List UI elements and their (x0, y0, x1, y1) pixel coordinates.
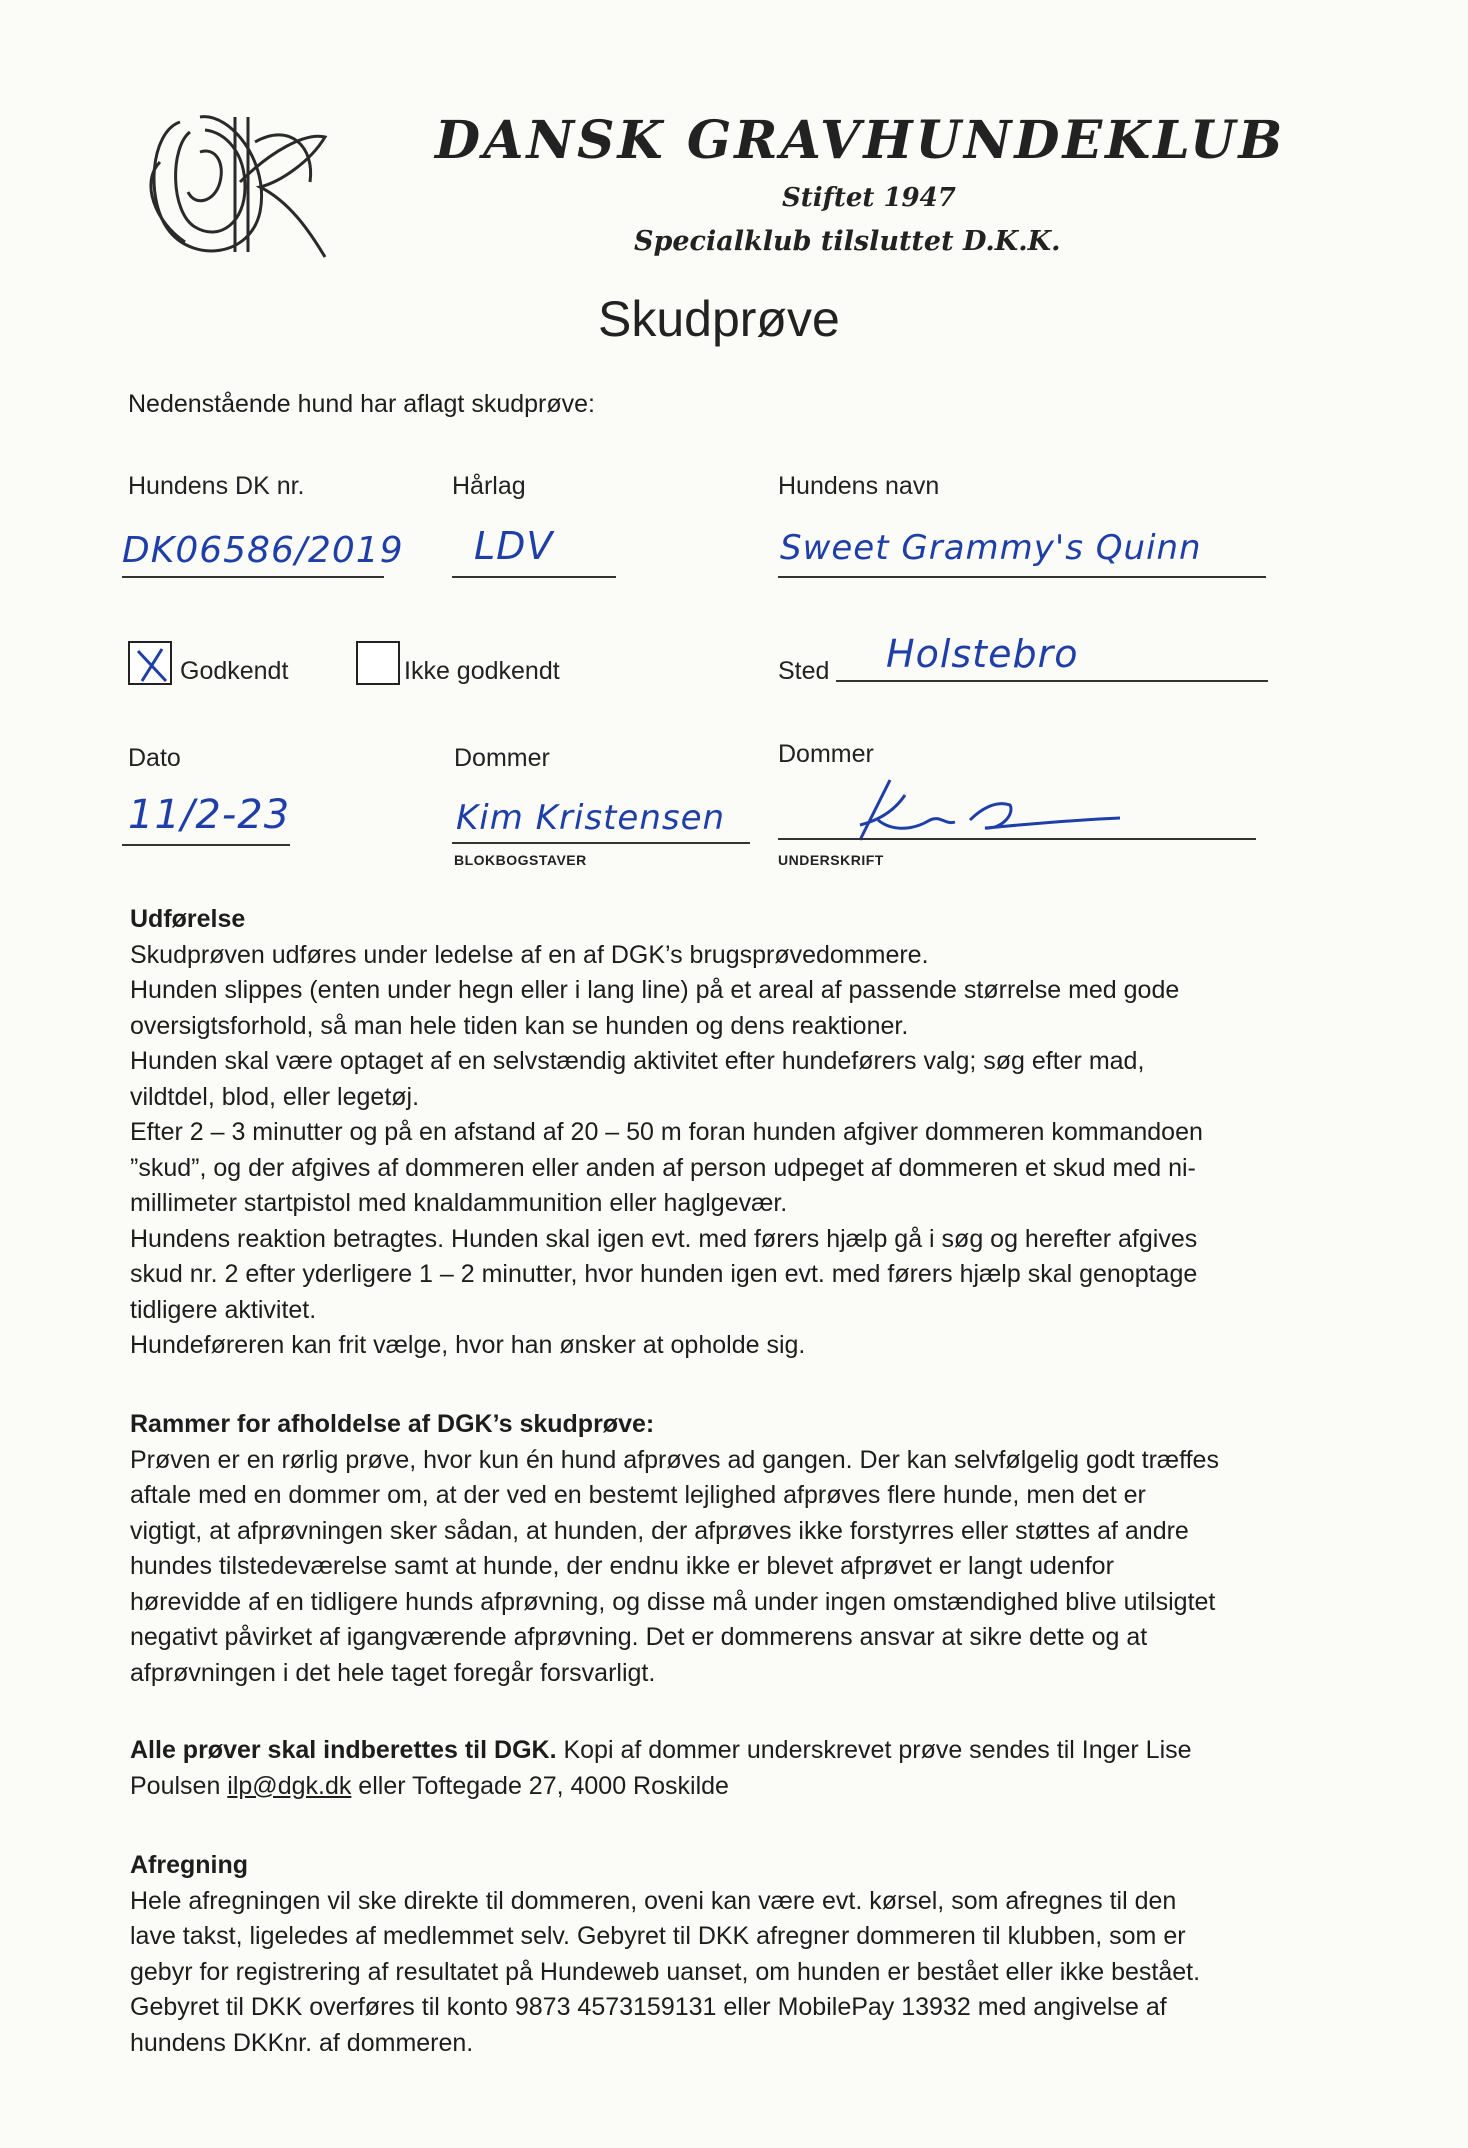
rammer-line: aftale med en dommer om, at der ved en bestemt lejlighed afprøves flere hunde, men det er (130, 1481, 1146, 1509)
udforelse-heading: Udførelse (130, 905, 246, 933)
rammer-line: vigtigt, at afprøvningen sker sådan, at hunden, der afprøves ikke forstyrres eller støttes af andre (130, 1516, 1189, 1545)
intro-text: Nedenstående hund har aflagt skudprøve: (128, 390, 595, 418)
club-name: DANSK GRAVHUNDEKLUB (435, 110, 1286, 171)
udforelse-line: Hundens reaktion betragtes. Hunden skal igen evt. med førers hjælp gå i søg og herefter afgives (130, 1224, 1198, 1253)
approved-label: Godkendt (180, 657, 289, 685)
club-logo (140, 92, 340, 272)
place-label: Sted (778, 657, 830, 685)
section-afregning (130, 1848, 1360, 2061)
signature-caption: UNDERSKRIFT (778, 852, 884, 868)
coat-label: Hårlag (452, 472, 526, 500)
indberetning-text3: eller Toftegade 27, 4000 Roskilde (351, 1771, 729, 1800)
rammer-line: Prøven er en rørlig prøve, hvor kun én hund afprøves ad gangen. Der kan selvfølgelig godt træffes (130, 1445, 1219, 1474)
not-approved-checkbox[interactable] (356, 641, 400, 685)
udforelse-line: skud nr. 2 efter yderligere 1 – 2 minutter, hvor hunden igen evt. med førers hjælp skal genoptage (130, 1260, 1198, 1288)
dog-name-value[interactable]: Sweet Grammy's Quinn (780, 528, 1202, 568)
section-udforelse (130, 902, 1360, 1364)
place-value[interactable]: Holstebro (886, 632, 1079, 676)
dog-name-line (778, 576, 1266, 578)
judge-label: Dommer (454, 744, 550, 772)
date-label: Dato (128, 744, 181, 772)
check-mark-icon (132, 643, 172, 687)
udforelse-line: vildtdel, blod, eller legetøj. (130, 1082, 420, 1111)
rammer-line: afprøvningen i det hele taget foregår forsvarligt. (130, 1658, 656, 1687)
judge-value[interactable]: Kim Kristensen (456, 798, 726, 838)
indberetning-bold: Alle prøver skal indberettes til DGK. (130, 1736, 557, 1764)
date-value[interactable]: 11/2-23 (128, 792, 291, 838)
document-title: Skudprøve (598, 291, 840, 347)
club-founded: Stiftet 1947 (782, 183, 956, 213)
udforelse-line: oversigtsforhold, så man hele tiden kan se hunden og dens reaktioner. (130, 1011, 909, 1040)
judge2-label: Dommer (778, 740, 874, 768)
club-specialklub: Specialklub tilsluttet D.K.K. (634, 226, 1061, 257)
place-line (836, 680, 1268, 682)
not-approved-label: Ikke godkendt (404, 657, 560, 685)
coat-value[interactable]: LDV (474, 524, 554, 568)
rammer-heading: Rammer for afholdelse af DGK’s skudprøve: (130, 1410, 655, 1438)
afregning-heading: Afregning (130, 1851, 249, 1879)
judge-caption: BLOKBOGSTAVER (454, 852, 587, 868)
section-indberetning (130, 1733, 1360, 1804)
afregning-line: lave takst, ligeledes af medlemmet selv. Gebyret til DKK afregner dommeren til klubben, som er (130, 1922, 1186, 1950)
udforelse-line: ”skud”, og der afgives af dommeren eller anden af person udpeget af dommeren et skud med ni- (130, 1153, 1196, 1182)
udforelse-line: Hunden skal være optaget af en selvstændig aktivitet efter hundeførers valg; søg efter mad, (130, 1047, 1145, 1075)
indberetning-text1: Kopi af dommer underskrevet prøve sendes til Inger Lise (556, 1736, 1192, 1764)
udforelse-line: Hunden slippes (enten under hegn eller i lang line) på et areal af passende størrelse med gode (130, 976, 1180, 1004)
coat-line (452, 576, 616, 578)
afregning-line: hundens DKKnr. af dommeren. (130, 2028, 474, 2057)
udforelse-line: millimeter startpistol med knaldammunition eller haglgevær. (130, 1189, 788, 1217)
section-rammer (130, 1407, 1360, 1691)
afregning-line: Hele afregningen vil ske direkte til dommeren, oveni kan være evt. kørsel, som afregnes til den (130, 1886, 1177, 1915)
udforelse-line: Skudprøven udføres under ledelse af en af DGK’s brugsprøvedommere. (130, 940, 929, 969)
email-link[interactable]: ilp@dgk.dk (227, 1771, 352, 1800)
dk-nr-line (122, 576, 384, 578)
dog-name-label: Hundens navn (778, 472, 940, 500)
judge-line (452, 842, 750, 844)
udforelse-line: Hundeføreren kan frit vælge, hvor han ønsker at opholde sig. (130, 1331, 806, 1359)
udforelse-line: tidligere aktivitet. (130, 1295, 317, 1324)
afregning-line: Gebyret til DKK overføres til konto 9873 4573159131 eller MobilePay 13932 med angivelse af (130, 1993, 1167, 2021)
rammer-line: hørevidde af en tidligere hunds afprøvning, og disse må under ingen omstændighed blive utilsigtet (130, 1587, 1216, 1616)
dk-nr-value[interactable]: DK06586/2019 (122, 530, 404, 571)
approved-checkbox[interactable] (128, 641, 172, 685)
date-line (122, 844, 290, 846)
rammer-line: negativt påvirket af igangværende afprøvning. Det er dommerens ansvar at sikre dette og at (130, 1623, 1148, 1651)
indberetning-text2: Poulsen (130, 1771, 228, 1800)
afregning-line: gebyr for registrering af resultatet på Hundeweb uanset, om hunden er bestået eller ikke bestået. (130, 1957, 1201, 1986)
rammer-line: hundes tilstedeværelse samt at hunde, der endnu ikke er blevet afprøvet er langt udenfor (130, 1552, 1114, 1580)
udforelse-line: Efter 2 – 3 minutter og på en afstand af 20 – 50 m foran hunden afgiver dommeren kommandoen (130, 1118, 1203, 1146)
signature-line (778, 838, 1256, 840)
dk-nr-label: Hundens DK nr. (128, 472, 305, 500)
